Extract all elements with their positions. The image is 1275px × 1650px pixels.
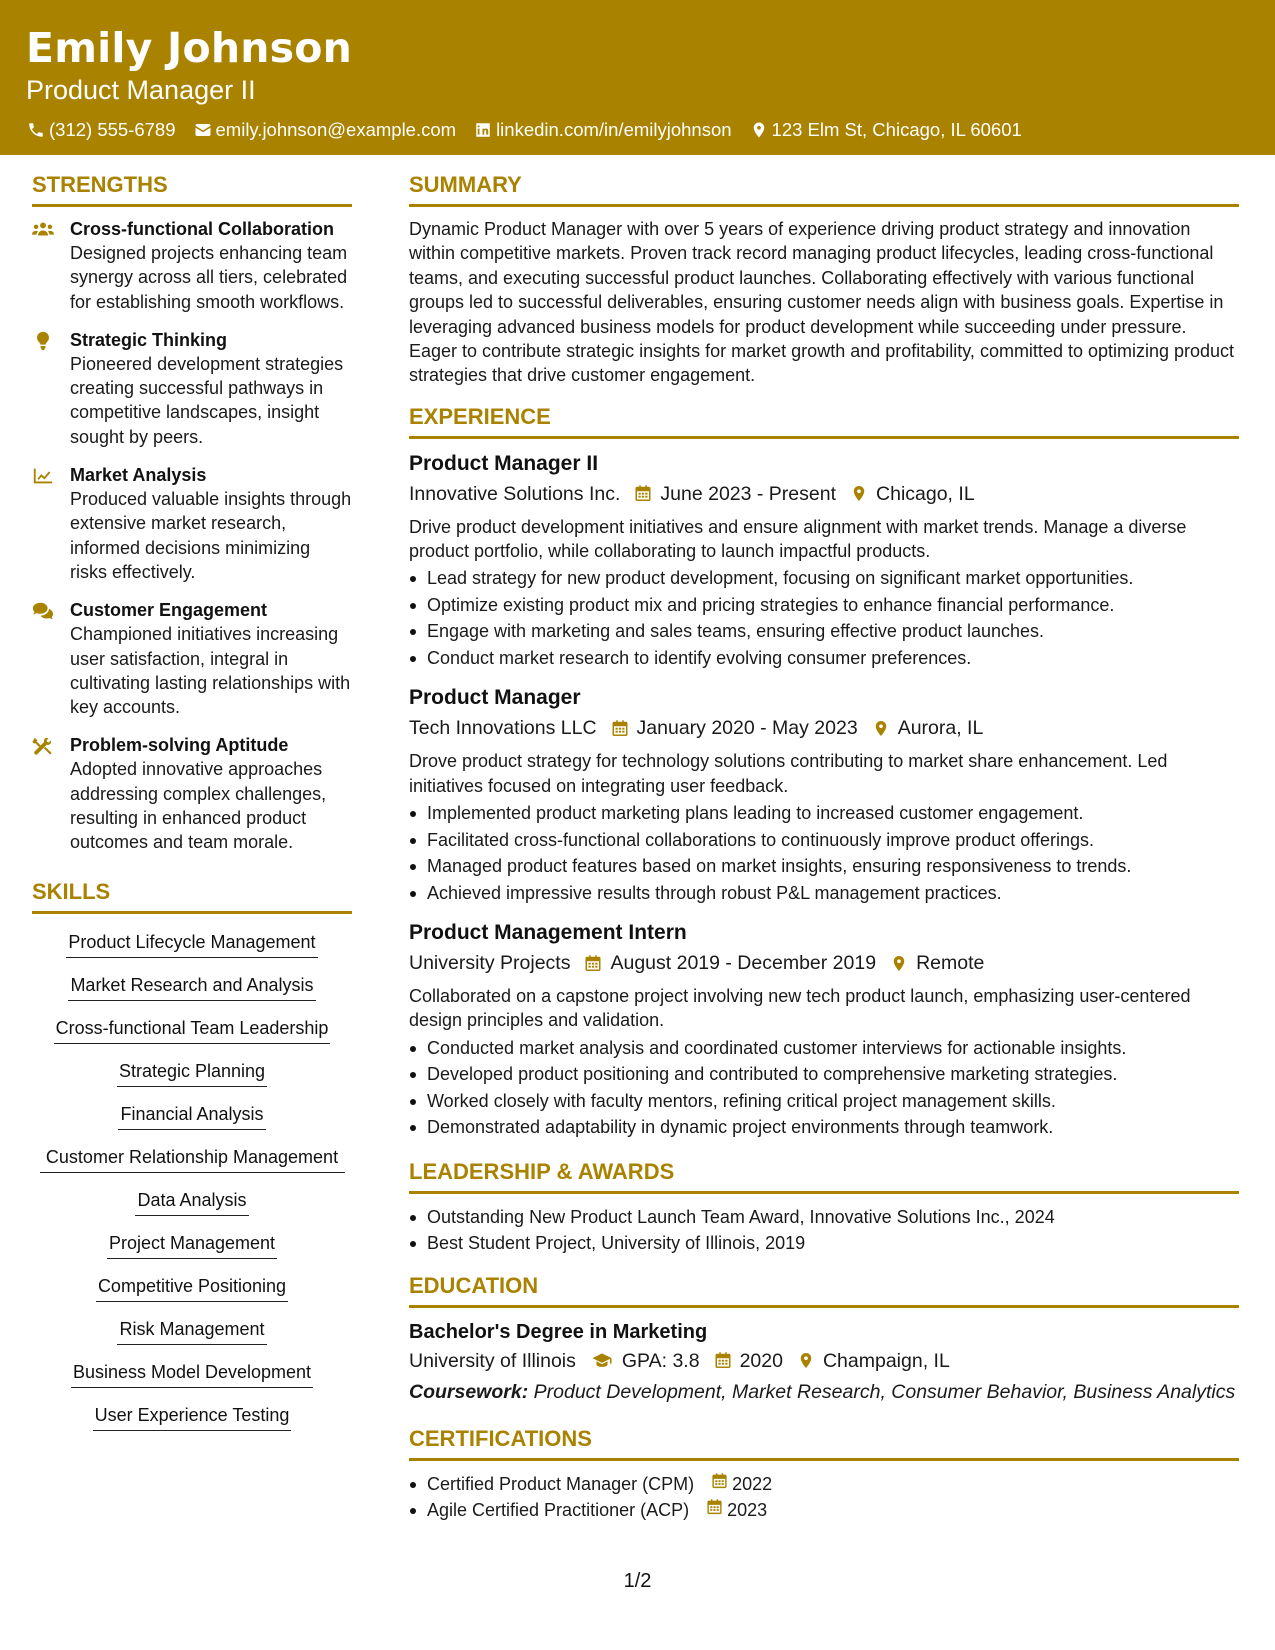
job-location: Remote [916, 952, 985, 975]
job-dates: June 2023 - Present [660, 482, 837, 505]
lightbulb-icon [32, 328, 70, 449]
job-meta [409, 948, 1239, 978]
list-item: Facilitated cross-functional collaborations to continuously improve product offerings. [409, 827, 1239, 854]
list-item: Implemented product marketing plans leading to increased customer engagement. [409, 800, 1239, 827]
job-entry [409, 918, 1239, 1141]
right-column [409, 170, 1239, 1524]
map-marker-icon [850, 484, 868, 503]
strength-desc: Pioneered development strategies creating successful pathways in competitive landscapes, insight sought by peers. [70, 353, 344, 447]
coursework [409, 1380, 1239, 1404]
calendar-icon [611, 719, 629, 738]
certifications-section [409, 1424, 1239, 1524]
list-item: Achieved impressive results through robust P&L management practices. [409, 880, 1239, 907]
cert-name: Agile Certified Practitioner (ACP) [427, 1500, 690, 1521]
job-location: Aurora, IL [897, 717, 984, 740]
skill-tag: Product Lifecycle Management [66, 930, 317, 958]
company-name: Innovative Solutions Inc. [409, 482, 621, 505]
skill-tag: Cross-functional Team Leadership [54, 1016, 331, 1044]
job-bullets [409, 565, 1239, 671]
skill-tag: Market Research and Analysis [68, 973, 315, 1001]
school-location: Champaign, IL [822, 1349, 950, 1372]
cert-year: 2022 [732, 1473, 773, 1494]
chart-line-icon [32, 463, 70, 584]
job-bullets [409, 1035, 1239, 1141]
awards-section [409, 1157, 1239, 1257]
job-title: Product Manager [409, 686, 581, 710]
strength-name: Strategic Thinking [70, 329, 228, 350]
tools-icon [32, 733, 70, 854]
strength-name: Cross-functional Collaboration [70, 219, 335, 239]
calendar-icon [584, 954, 602, 973]
skill-tag: Risk Management [117, 1317, 266, 1345]
list-item: Best Student Project, University of Illinois, 2019 [409, 1230, 1239, 1257]
contact-bar [26, 116, 1249, 144]
contact-linkedin [473, 116, 731, 144]
candidate-name: Emily Johnson [26, 24, 352, 72]
calendar-icon [634, 484, 652, 503]
calendar-icon [699, 1471, 732, 1498]
calendar-icon [694, 1497, 727, 1524]
job-bullets [409, 800, 1239, 906]
list-item [409, 1471, 1239, 1498]
email-link[interactable]: emily.johnson@example.com [215, 119, 457, 140]
job-entry [409, 683, 1239, 906]
strength-desc: Produced valuable insights through extensive market research, informed decisions minimizing risks effectively. [70, 489, 352, 582]
users-icon [32, 217, 70, 314]
summary-text: Dynamic Product Manager with over 5 years of experience driving product strategy and innovation within competitive markets. Proven track record managing product lifecycles, leading cross-functional teams, and executing successful product launches. Collaborating effectively with various functional groups led to successful deliverables, ensuring customer needs align with business goals. Expertise in leveraging advanced business models for product development while succeeding under pressure. Eager to contribute strategic insights for market growth and profitability, committed to optimizing product strategies that drive customer engagement. [409, 219, 1235, 386]
company-name: University Projects [409, 952, 571, 975]
job-entry [409, 449, 1239, 672]
company-name: Tech Innovations LLC [409, 717, 597, 740]
list-item [409, 1497, 1239, 1524]
list-item: Conducted market analysis and coordinated customer interviews for actionable insights. [409, 1035, 1239, 1062]
cert-name: Certified Product Manager (CPM) [427, 1473, 695, 1494]
strength-name: Customer Engagement [70, 600, 268, 621]
skill-tag: Project Management [107, 1231, 277, 1259]
coursework-list: Product Development, Market Research, Consumer Behavior, Business Analytics [533, 1380, 1236, 1403]
job-title: Product Manager II [409, 451, 599, 475]
cert-year: 2023 [727, 1500, 768, 1521]
list-item: Outstanding New Product Launch Team Award, Innovative Solutions Inc., 2024 [409, 1204, 1239, 1231]
skill-tag: Business Model Development [71, 1360, 313, 1388]
calendar-icon [714, 1351, 732, 1370]
job-meta [409, 713, 1239, 743]
graduation-cap-icon [590, 1351, 614, 1370]
skill-tag: User Experience Testing [93, 1403, 292, 1431]
strength-desc: Championed initiatives increasing user satisfaction, integral in cultivating lasting relationships with key accounts. [70, 624, 351, 718]
page-number: 1/2 [623, 1570, 652, 1592]
strength-name: Problem-solving Aptitude [70, 735, 289, 756]
job-title: Product Management Intern [409, 921, 687, 945]
list-item: Managed product features based on market insights, ensuring responsiveness to trends. [409, 853, 1239, 880]
skill-list [32, 924, 352, 1440]
skills-heading: SKILLS [32, 877, 352, 914]
job-dates: January 2020 - May 2023 [636, 717, 858, 740]
contact-phone [26, 116, 176, 144]
envelope-icon [193, 120, 213, 140]
strength-item [32, 328, 352, 449]
strength-name: Market Analysis [70, 465, 207, 486]
summary-heading: SUMMARY [409, 170, 1239, 207]
degree-title: Bachelor's Degree in Marketing [409, 1320, 708, 1343]
strength-item [32, 463, 352, 584]
skill-tag: Data Analysis [135, 1188, 248, 1216]
experience-heading: EXPERIENCE [409, 402, 1239, 439]
phone-text[interactable]: (312) 555-6789 [49, 119, 176, 140]
education-meta [409, 1346, 1239, 1376]
education-section [409, 1271, 1239, 1404]
phone-icon [26, 120, 46, 140]
list-item: Demonstrated adaptability in dynamic project environments through teamwork. [409, 1114, 1239, 1141]
skill-tag: Financial Analysis [118, 1102, 265, 1130]
gpa-text: GPA: 3.8 [621, 1349, 700, 1372]
awards-heading: LEADERSHIP & AWARDS [409, 1157, 1239, 1194]
list-item: Worked closely with faculty mentors, refining critical project management skills. [409, 1088, 1239, 1115]
map-marker-icon [749, 120, 769, 140]
list-item: Lead strategy for new product development, focusing on significant market opportunities. [409, 565, 1239, 592]
strength-item [32, 598, 352, 719]
left-column [32, 170, 352, 1440]
school-name: University of Illinois [409, 1349, 576, 1372]
skill-tag: Competitive Positioning [96, 1274, 288, 1302]
awards-list [409, 1204, 1239, 1257]
map-marker-icon [890, 954, 908, 973]
contact-address [749, 116, 1022, 144]
list-item: Developed product positioning and contributed to comprehensive marketing strategies. [409, 1061, 1239, 1088]
coursework-label: Coursework: [409, 1380, 529, 1403]
skills-section [32, 877, 352, 1440]
job-description: Drove product strategy for technology solutions contributing to market share enhancement. Led initiatives focused on integrating user feedback. [409, 751, 1168, 796]
contact-email [193, 116, 457, 144]
job-location: Chicago, IL [876, 482, 975, 505]
resume-header [0, 0, 1275, 155]
candidate-title: Product Manager II [26, 75, 256, 105]
job-dates: August 2019 - December 2019 [610, 952, 877, 975]
graduation-year: 2020 [739, 1349, 783, 1372]
address-text: 123 Elm St, Chicago, IL 60601 [771, 119, 1022, 140]
job-description: Collaborated on a capstone project involving new tech product launch, emphasizing user-centered design principles and validation. [409, 986, 1191, 1031]
map-marker-icon [872, 719, 890, 738]
list-item: Conduct market research to identify evolving consumer preferences. [409, 645, 1239, 672]
comments-icon [32, 598, 70, 719]
strengths-heading: STRENGTHS [32, 170, 352, 207]
education-heading: EDUCATION [409, 1271, 1239, 1308]
map-marker-icon [797, 1351, 815, 1370]
skill-tag: Strategic Planning [117, 1059, 267, 1087]
certifications-list [409, 1471, 1239, 1524]
list-item: Engage with marketing and sales teams, ensuring effective product launches. [409, 618, 1239, 645]
strength-desc: Adopted innovative approaches addressing complex challenges, resulting in enhanced product outcomes and team morale. [70, 759, 327, 853]
strength-desc: Designed projects enhancing team synergy across all tiers, celebrated for establishing smooth workflows. [70, 243, 348, 312]
job-meta [409, 479, 1239, 509]
certifications-heading: CERTIFICATIONS [409, 1424, 1239, 1461]
job-description: Drive product development initiatives and ensure alignment with market trends. Manage a diverse product portfolio, while collaborating to launch impactful products. [409, 516, 1187, 562]
strength-item [32, 733, 352, 854]
linkedin-icon [473, 120, 493, 140]
strength-item [32, 217, 352, 314]
linkedin-link[interactable]: linkedin.com/in/emilyjohnson [496, 119, 732, 140]
list-item: Optimize existing product mix and pricing strategies to enhance financial performance. [409, 592, 1239, 619]
skill-tag: Customer Relationship Management [40, 1145, 345, 1173]
